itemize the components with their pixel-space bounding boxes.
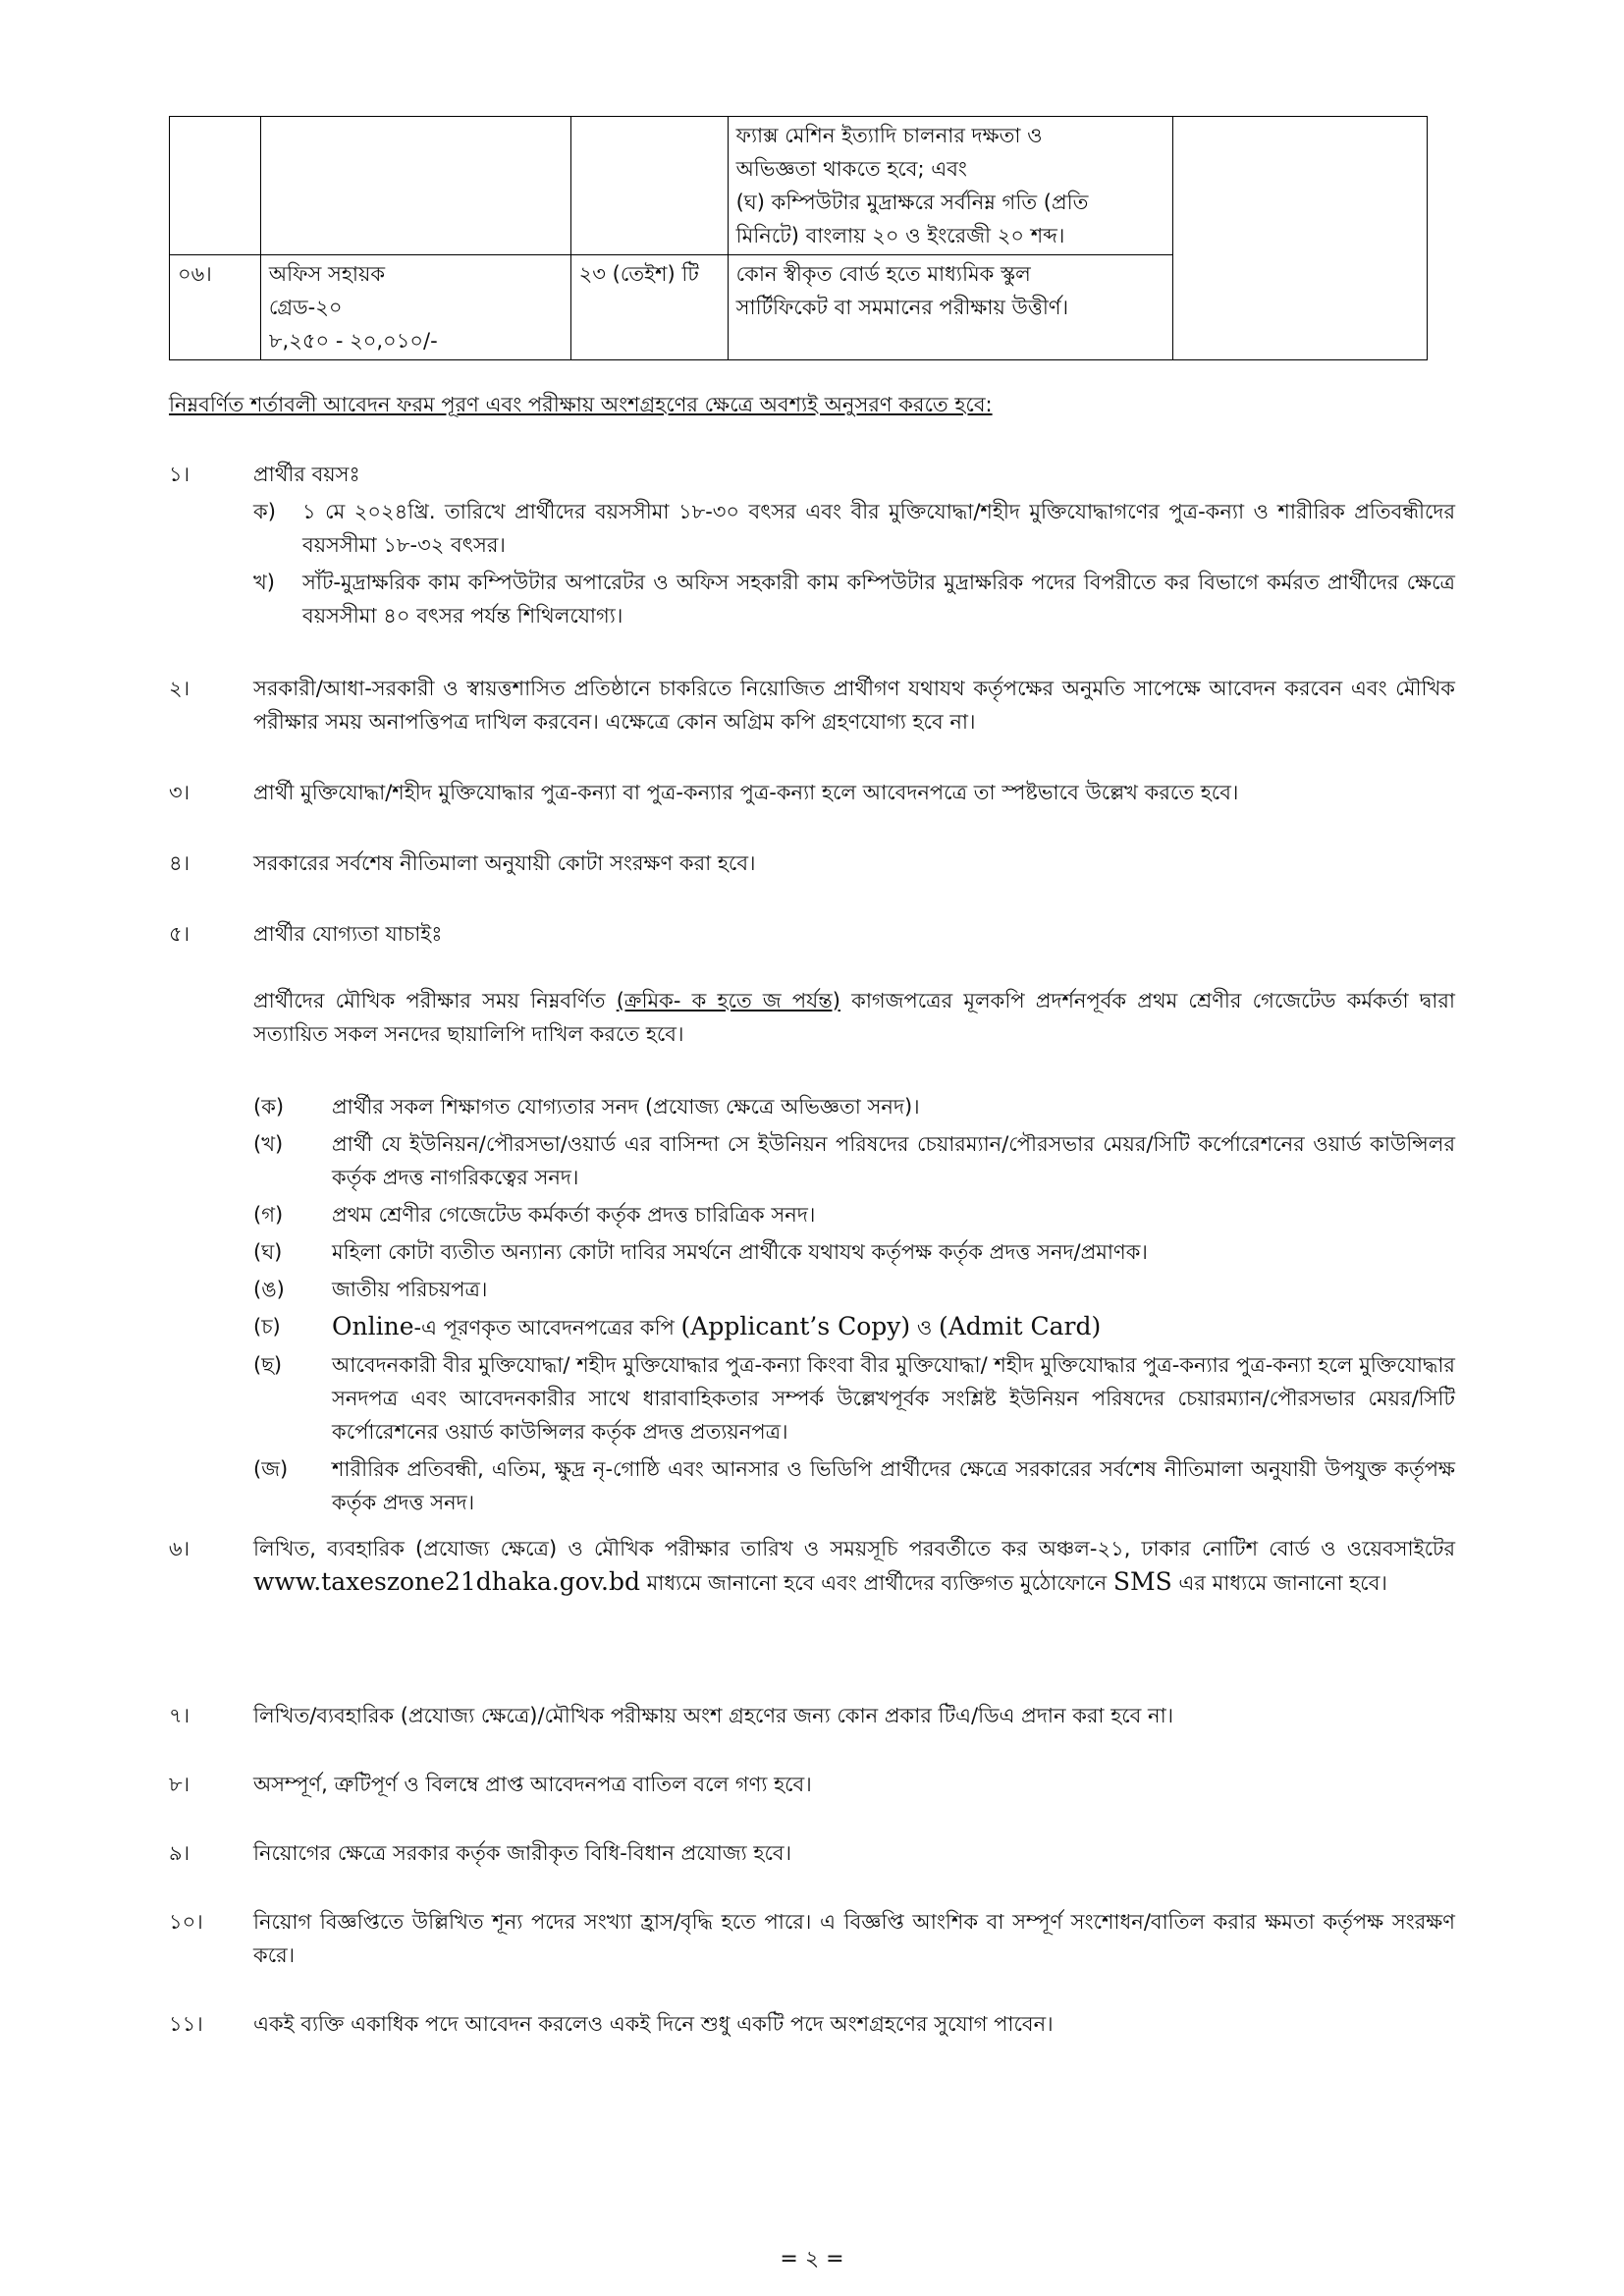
list-item	[169, 1532, 1455, 1600]
document-label: (ঘ)	[253, 1240, 283, 1264]
admit-card-text: (Admit Card)	[938, 1312, 1102, 1340]
intro-text: কাগজপত্রের মূলকপি প্রদর্শনপূর্বক প্রথম শ্রেণীর গেজেটেড কর্মকর্তা দ্বারা সত্যায়িত সকল সনদের ছায়ালিপি দাখিল করতে হবে।	[253, 989, 1455, 1046]
post-cell	[260, 255, 570, 360]
item-number: ১।	[169, 463, 190, 486]
document-label: (গ)	[253, 1203, 284, 1227]
list-item	[169, 2007, 1455, 2041]
document-item	[253, 1127, 1455, 1194]
item-number: ৪।	[169, 851, 190, 875]
conditions-heading: নিম্নবর্ণিত শর্তাবলী আবেদন ফরম পূরণ এবং পরীক্ষায় অংশগ্রহণের ক্ষেত্রে অবশ্যই অনুসরণ করতে হবে:	[169, 393, 993, 416]
cell-text: ফ্যাক্স মেশিন ইত্যাদি চালনার দক্ষতা ও	[735, 124, 1043, 147]
document-text-part: -এ পূরণকৃত আবেদনপত্রের কপি	[413, 1316, 681, 1339]
sub-item-text: সাঁট-মুদ্রাক্ষরিক কাম কম্পিউটার অপারেটর ও অফিস সহকারী কাম কম্পিউটার মুদ্রাক্ষরিক পদের বিপরীতে কর বিভাগে কর্মরত প্রার্থীদের ক্ষেত্রে বয়সসীমা ৪০ বৎসর পর্যন্ত শিথিলযোগ্য।	[302, 571, 1455, 628]
document-text: শারীরিক প্রতিবন্ধী, এতিম, ক্ষুদ্র নৃ-গোষ্ঠি এবং আনসার ও ভিডিপি প্রার্থীদের ক্ষেত্রে সরকারের সর্বশেষ নীতিমালা অনুযায়ী উপযুক্ত কর্তৃপক্ষ কর্তৃক প্রদত্ত সনদ।	[332, 1457, 1455, 1514]
item-text-part: লিখিত, ব্যবহারিক (প্রযোজ্য ক্ষেত্রে) ও মৌখিক পরীক্ষার তারিখ ও সময়সূচি পরবর্তীতে কর অঞ্চল-২১, ঢাকার নোটিশ বোর্ড ও ওয়েবসাইটের	[253, 1537, 1455, 1560]
document-label: (খ)	[253, 1132, 284, 1156]
table-cell	[260, 117, 570, 255]
item-number: ৬।	[169, 1537, 190, 1560]
sub-item	[253, 566, 1455, 632]
list-item	[169, 1699, 1455, 1732]
document-item	[253, 1348, 1455, 1449]
item-number: ৯।	[169, 1841, 190, 1865]
document-text: প্রার্থীর সকল শিক্ষাগত যোগ্যতার সনদ (প্রযোজ্য ক্ষেত্রে অভিজ্ঞতা সনদ)।	[332, 1095, 920, 1119]
intro-text: প্রার্থীদের মৌখিক পরীক্ষার সময় নিম্নবর্ণিত	[253, 989, 617, 1012]
sub-item-label: ক)	[253, 500, 276, 523]
document-text: প্রথম শ্রেণীর গেজেটেড কর্মকর্তা কর্তৃক প্রদত্ত চারিত্রিক সনদ।	[332, 1203, 816, 1227]
item-text: প্রার্থী মুক্তিযোদ্ধা/শহীদ মুক্তিযোদ্ধার পুত্র-কন্যা বা পুত্র-কন্যার পুত্র-কন্যা হলে আবেদনপত্রে তা স্পষ্টভাবে উল্লেখ করতে হবে।	[253, 781, 1239, 804]
sub-item-label: খ)	[253, 571, 275, 594]
item-number: ৩।	[169, 781, 190, 804]
cell-text: গ্রেড-২০	[268, 296, 343, 319]
document-label: (ঙ)	[253, 1278, 285, 1301]
sub-item	[253, 495, 1455, 562]
item-text: একই ব্যক্তি একাধিক পদে আবেদন করলেও একই দিনে শুধু একটি পদে অংশগ্রহণের সুযোগ পাবেন।	[253, 2012, 1054, 2036]
document-item	[253, 1452, 1455, 1519]
document-text-part: ও	[910, 1316, 939, 1339]
document-text: জাতীয় পরিচয়পত্র।	[332, 1278, 488, 1301]
item-number: ৮।	[169, 1773, 190, 1796]
cell-text: অফিস সহায়ক	[268, 262, 386, 286]
document-item	[253, 1273, 1455, 1306]
cell-text: ২৩ (তেইশ) টি	[578, 262, 699, 286]
item-text	[253, 1532, 1455, 1600]
item-title: প্রার্থীর বয়সঃ	[253, 463, 360, 486]
list-item	[169, 847, 1455, 880]
document-label: (জ)	[253, 1457, 289, 1481]
item-number: ৫।	[169, 922, 190, 946]
item-text: নিয়োগের ক্ষেত্রে সরকার কর্তৃক জারীকৃত বিধি-বিধান প্রযোজ্য হবে।	[253, 1841, 792, 1865]
item-number: ১১।	[169, 2012, 203, 2036]
document-label: (ক)	[253, 1095, 285, 1119]
serial-cell	[170, 255, 261, 360]
item-title: প্রার্থীর যোগ্যতা যাচাইঃ	[253, 922, 443, 946]
cell-text: সার্টিফিকেট বা সমমানের পরীক্ষায় উত্তীর্ণ।	[735, 296, 1069, 319]
item-text: সরকারের সর্বশেষ নীতিমালা অনুযায়ী কোটা সংরক্ষণ করা হবে।	[253, 851, 756, 875]
table-cell	[570, 117, 728, 255]
qualification-cell	[728, 117, 1173, 255]
item-text: লিখিত/ব্যবহারিক (প্রযোজ্য ক্ষেত্রে)/মৌখিক পরীক্ষায় অংশ গ্রহণের জন্য কোন প্রকার টিএ/ডিএ প্রদান করা হবে না।	[253, 1704, 1174, 1727]
document-item	[253, 1310, 1455, 1344]
table-row	[170, 117, 1428, 255]
item-number: ৭।	[169, 1704, 190, 1727]
list-item	[169, 776, 1455, 809]
list-item	[169, 672, 1455, 738]
table-cell	[1173, 117, 1428, 360]
item-text: অসম্পূর্ণ, ত্রুটিপূর্ণ ও বিলম্বে প্রাপ্ত আবেদনপত্র বাতিল বলে গণ্য হবে।	[253, 1773, 812, 1796]
cell-text: ০৬।	[178, 262, 212, 286]
document-label: (ছ)	[253, 1353, 283, 1377]
vacancy-table	[169, 116, 1428, 360]
intro-range: (ক্রমিক- ক হতে জ পর্যন্ত)	[616, 989, 840, 1012]
item-text-part: এর মাধ্যমে জানানো হবে।	[1171, 1571, 1387, 1595]
cell-text: (ঘ) কম্পিউটার মুদ্রাক্ষরে সর্বনিম্ন গতি (প্রতি	[735, 191, 1089, 214]
document-label: (চ)	[253, 1315, 281, 1339]
document-text: মহিলা কোটা ব্যতীত অন্যান্য কোটা দাবির সমর্থনে প্রার্থীকে যথাযথ কর্তৃপক্ষ কর্তৃক প্রদত্ত সনদ/প্রমাণক।	[332, 1240, 1148, 1264]
cell-text: ৮,২৫০ - ২০,০১০/-	[268, 329, 438, 353]
sms-text: SMS	[1112, 1567, 1172, 1596]
document-text	[332, 1310, 1455, 1344]
document-text: আবেদনকারী বীর মুক্তিযোদ্ধা/ শহীদ মুক্তিযোদ্ধার পুত্র-কন্যা কিংবা বীর মুক্তিযোদ্ধা/ শহীদ মুক্তিযোদ্ধার পুত্র-কন্যার পুত্র-কন্যা হলে মুক্তিযোদ্ধার সনদপত্র এবং আবেদনকারীর সাথে ধারাবাহিকতার সম্পর্ক উল্লেখপূর্বক সংশ্লিষ্ট ইউনিয়ন পরিষদের চেয়ারম্যান/পৌরসভার মেয়র/সিটি কর্পোরেশনের ওয়ার্ড কাউন্সিলর কর্তৃক প্রদত্ত প্রত্যয়নপত্র।	[332, 1353, 1455, 1444]
document-item	[253, 1235, 1455, 1269]
table-cell	[170, 117, 261, 255]
cell-text: কোন স্বীকৃত বোর্ড হতে মাধ্যমিক স্কুল	[735, 262, 1031, 286]
item-text: সরকারী/আধা-সরকারী ও স্বায়ত্তশাসিত প্রতিষ্ঠানে চাকরিতে নিয়োজিত প্রার্থীগণ যথাযথ কর্তৃপক্ষের অনুমতি সাপেক্ষে আবেদন করবেন এবং মৌখিক পরীক্ষার সময় অনাপত্তিপত্র দাখিল করবেন। এক্ষেত্রে কোন অগ্রিম কপি গ্রহণযোগ্য হবে না।	[253, 677, 1455, 734]
qualification-cell	[728, 255, 1173, 360]
item-text: নিয়োগ বিজ্ঞপ্তিতে উল্লিখিত শূন্য পদের সংখ্যা হ্রাস/বৃদ্ধি হতে পারে। এ বিজ্ঞপ্তি আংশিক বা সম্পূর্ণ সংশোধন/বাতিল করার ক্ষমতা কর্তৃপক্ষ সংরক্ষণ করে।	[253, 1910, 1455, 1967]
item-number: ২।	[169, 677, 190, 700]
sub-item-text: ১ মে ২০২৪খ্রি. তারিখে প্রার্থীদের বয়সসীমা ১৮-৩০ বৎসর এবং বীর মুক্তিযোদ্ধা/শহীদ মুক্তিযোদ্ধাগণের পুত্র-কন্যা ও শারীরিক প্রতিবন্ধীদের বয়সসীমা ১৮-৩২ বৎসর।	[302, 500, 1455, 557]
document-item	[253, 1090, 1455, 1123]
verification-intro	[169, 984, 1455, 1051]
website-link[interactable]: www.taxeszone21dhaka.gov.bd	[253, 1567, 640, 1596]
list-item	[169, 1836, 1455, 1870]
page-number: = ২ =	[780, 2247, 844, 2271]
item-number: ১০।	[169, 1910, 203, 1934]
cell-text: মিনিটে) বাংলায় ২০ ও ইংরেজী ২০ শব্দ।	[735, 224, 1065, 247]
list-item	[169, 1905, 1455, 1972]
list-item	[169, 458, 1455, 632]
document-list	[169, 1086, 1455, 1519]
item-text-part: মাধ্যমে জানানো হবে এবং প্রার্থীদের ব্যক্তিগত মুঠোফোনে	[639, 1571, 1113, 1595]
list-item	[169, 917, 1455, 951]
document-item	[253, 1198, 1455, 1231]
online-text: Online	[332, 1312, 414, 1340]
applicant-copy-text: (Applicant’s Copy)	[680, 1312, 911, 1340]
document-text: প্রার্থী যে ইউনিয়ন/পৌরসভা/ওয়ার্ড এর বাসিন্দা সে ইউনিয়ন পরিষদের চেয়ারম্যান/পৌরসভার মেয়র/সিটি কর্পোরেশনের ওয়ার্ড কাউন্সিলর কর্তৃক প্রদত্ত নাগরিকত্বের সনদ।	[332, 1132, 1455, 1189]
cell-text: অভিজ্ঞতা থাকতে হবে; এবং	[735, 157, 967, 181]
list-item	[169, 1768, 1455, 1801]
count-cell	[570, 255, 728, 360]
